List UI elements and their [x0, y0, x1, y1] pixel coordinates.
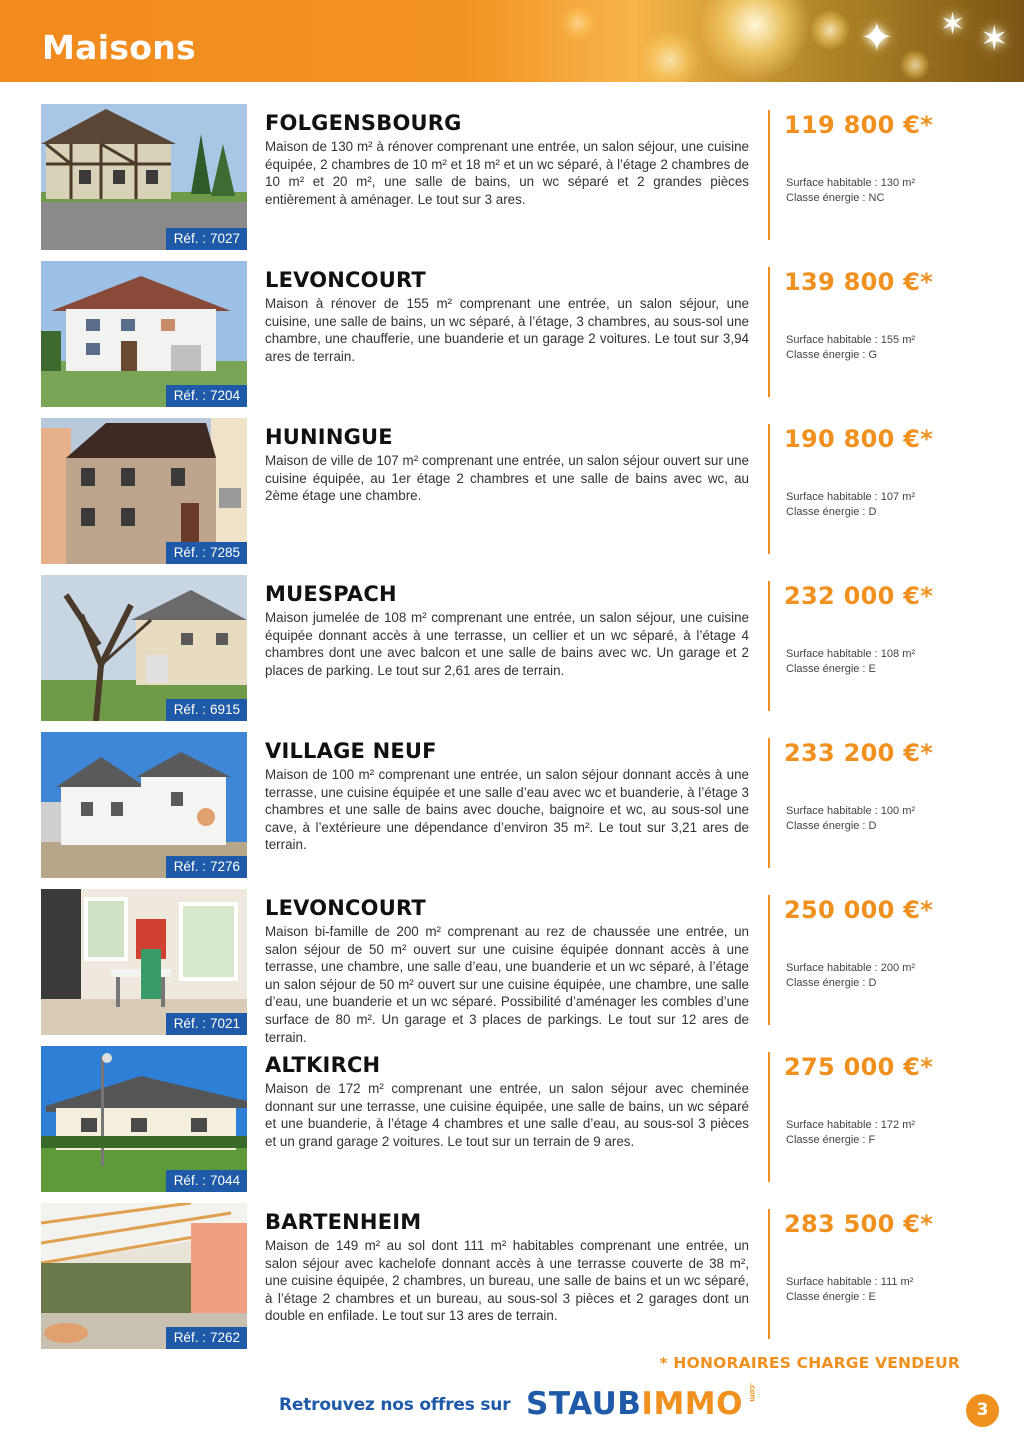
property-photo[interactable]	[41, 1203, 247, 1349]
reference-badge: Réf. : 7285	[166, 542, 247, 564]
listing-item	[0, 575, 1024, 721]
reference-badge: Réf. : 7204	[166, 385, 247, 407]
listing-price: 190 800 €*	[784, 425, 934, 453]
page-header	[0, 0, 1024, 82]
listing-surface: Surface habitable : 111 m²	[786, 1276, 914, 1288]
bokeh-light	[700, 0, 810, 80]
property-photo[interactable]	[41, 732, 247, 878]
bokeh-light	[900, 50, 930, 80]
listing-town: VILLAGE NEUF	[265, 739, 437, 763]
divider	[768, 1209, 770, 1339]
listing-energy-class: Classe énergie : F	[786, 1134, 876, 1146]
listing-surface: Surface habitable : 130 m²	[786, 177, 916, 189]
property-photo[interactable]	[41, 1046, 247, 1192]
star-icon: ✦	[860, 16, 894, 60]
bokeh-light	[810, 10, 850, 50]
listing-price: 139 800 €*	[784, 268, 934, 296]
listing-surface: Surface habitable : 200 m²	[786, 962, 916, 974]
divider	[768, 267, 770, 397]
listing-item	[0, 1046, 1024, 1192]
bokeh-light	[640, 30, 700, 82]
listing-description: Maison de 100 m² comprenant une entrée, un salon séjour donnant accès à une terrasse, une cuisine équipée et une salle d’eau avec wc et buanderie, à l’étage 3 chambres et une salle de bains avec douche, baignoire et wc, au sous-sol une cave, à l’extérieure une dépendance d’environ 35 m². Le tout sur 3,21 ares de terrain.	[265, 767, 749, 853]
listing-item	[0, 261, 1024, 407]
listing-item	[0, 732, 1024, 878]
listing-energy-class: Classe énergie : NC	[786, 192, 885, 204]
property-photo[interactable]	[41, 418, 247, 564]
listing-town: FOLGENSBOURG	[265, 111, 462, 135]
divider	[768, 110, 770, 240]
listing-description: Maison de 149 m² au sol dont 111 m² habitables comprenant une entrée, un salon séjour avec kachelofe donnant accès à une terrasse couverte de 38 m², une cuisine équipée, 2 chambres, un bureau, une salle de bains et un wc séparé, à l’étage 2 chambres et un bureau, au sous-sol 3 pièces et 2 garages dont un double en enfilade. Le tout sur 13 ares de terrain.	[265, 1238, 749, 1324]
listing-energy-class: Classe énergie : G	[786, 349, 878, 361]
property-photo[interactable]	[41, 575, 247, 721]
staubimmo-logo[interactable]: STAUBIMMO .com	[526, 1383, 757, 1422]
property-photo[interactable]	[41, 104, 247, 250]
offers-text: Retrouvez nos offres sur	[279, 1395, 511, 1415]
listing-description: Maison bi-famille de 200 m² comprenant au rez de chaussée une entrée, un salon séjour de 50 m² ouvert sur une cuisine équipée donnant accès à une terrasse, une chambre, une salle d’eau, une buanderie et un wc séparé, à l’étage un salon séjour de 50 m² ouvert sur une cuisine équipée, une chambre, une salle d’eau, une buanderie et un wc séparé. Possibilité d’aménager les combles d’une surface de 80 m². Un garage et 3 places de parkings. Le tout sur 12 ares de terrain.	[265, 924, 749, 1045]
listing-surface: Surface habitable : 100 m²	[786, 805, 916, 817]
listing-item	[0, 104, 1024, 250]
listing-item	[0, 1203, 1024, 1349]
reference-badge: Réf. : 7027	[166, 228, 247, 250]
listing-item	[0, 418, 1024, 564]
listing-description: Maison de 130 m² à rénover comprenant une entrée, un salon séjour, une cuisine équipée, 2 chambres de 10 m² et 18 m² et un wc séparé, à l’étage 2 chambres de 10 m² et 20 m², une salle de bains, un wc séparé et 2 grandes pièces entièrement à aménager. Le tout sur 3 ares.	[265, 139, 749, 207]
listing-energy-class: Classe énergie : D	[786, 506, 877, 518]
listing-surface: Surface habitable : 107 m²	[786, 491, 916, 503]
divider	[768, 738, 770, 868]
listing-energy-class: Classe énergie : D	[786, 977, 877, 989]
bokeh-light	[560, 5, 596, 41]
divider	[768, 581, 770, 711]
reference-badge: Réf. : 7262	[166, 1327, 247, 1349]
reference-badge: Réf. : 7044	[166, 1170, 247, 1192]
divider	[768, 1052, 770, 1182]
star-icon: ✶	[980, 20, 1009, 58]
divider	[768, 424, 770, 554]
property-photo[interactable]	[41, 261, 247, 407]
listing-description: Maison jumelée de 108 m² comprenant une entrée, un salon séjour, une cuisine équipée donnant accès à une terrasse, un cellier et un wc séparé, à l’étage 4 chambres dont une avec balcon et une salle de bains avec wc. Un garage et 2 places de parking. Le tout sur 2,61 ares de terrain.	[265, 610, 749, 678]
reference-badge: Réf. : 7021	[166, 1013, 247, 1035]
listing-description: Maison de 172 m² comprenant une entrée, un salon séjour avec cheminée donnant sur une terrasse, une cuisine équipée, une salle de bains, un wc séparé et une buanderie, à l’étage 4 chambres et une salle d’eau, au sous-sol 3 pièces et un grand garage 2 voitures. Le tout sur un terrain de 9 ares.	[265, 1081, 749, 1149]
listing-surface: Surface habitable : 108 m²	[786, 648, 916, 660]
listing-price: 233 200 €*	[784, 739, 934, 767]
fee-note: * HONORAIRES CHARGE VENDEUR	[659, 1354, 960, 1372]
listing-town: LEVONCOURT	[265, 896, 426, 920]
listing-town: LEVONCOURT	[265, 268, 426, 292]
listing-town: ALTKIRCH	[265, 1053, 381, 1077]
reference-badge: Réf. : 7276	[166, 856, 247, 878]
listing-description: Maison à rénover de 155 m² comprenant une entrée, un salon séjour, une cuisine, une salle de bains, un wc séparé, à l’étage, 3 chambres, au sous-sol une chambre, une chaufferie, une buanderie et un garage 2 voitures. Le tout sur 3,94 ares de terrain.	[265, 296, 749, 364]
property-photo[interactable]	[41, 889, 247, 1035]
listing-energy-class: Classe énergie : E	[786, 1291, 876, 1303]
listing-town: MUESPACH	[265, 582, 397, 606]
reference-badge: Réf. : 6915	[166, 699, 247, 721]
star-icon: ✶	[940, 8, 966, 41]
listing-price: 283 500 €*	[784, 1210, 934, 1238]
listing-item	[0, 889, 1024, 1045]
listing-energy-class: Classe énergie : E	[786, 663, 876, 675]
listing-price: 232 000 €*	[784, 582, 934, 610]
listing-town: BARTENHEIM	[265, 1210, 422, 1234]
divider	[768, 895, 770, 1025]
listing-description: Maison de ville de 107 m² comprenant une entrée, un salon séjour ouvert sur une cuisine équipée, au 1er étage 2 chambres et une salle de bains avec wc, au 2ème étage une chambre.	[265, 453, 749, 504]
listing-town: HUNINGUE	[265, 425, 393, 449]
listing-price: 119 800 €*	[784, 111, 934, 139]
page-number: 3	[966, 1394, 999, 1427]
page-title: Maisons	[42, 28, 196, 67]
listing-surface: Surface habitable : 155 m²	[786, 334, 916, 346]
listing-energy-class: Classe énergie : D	[786, 820, 877, 832]
listing-price: 275 000 €*	[784, 1053, 934, 1081]
listing-surface: Surface habitable : 172 m²	[786, 1119, 916, 1131]
listing-price: 250 000 €*	[784, 896, 934, 924]
